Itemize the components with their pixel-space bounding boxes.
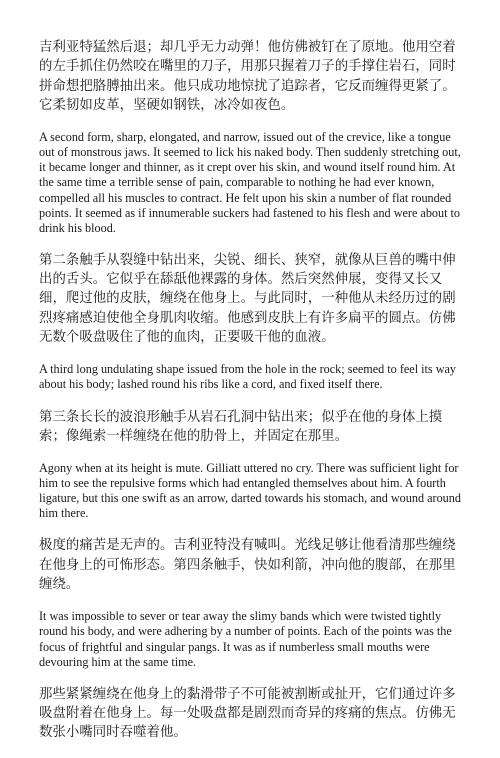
chinese-paragraph-5: 那些紧紧缠绕在他身上的黏滑带子不可能被割断或扯开，它们通过许多吸盘附着在他身上。每一处吸盘都是剧烈而奇异的疼痛的焦点。仿佛无数张小嘴同时吞噬着他。 (39, 686, 456, 741)
english-paragraph-4: It was impossible to sever or tear away the slimy bands which were twisted tightly round his body, and were adhering by a number of points. Each of the points was the focus of frightful and singular pangs. It was as if numberless small mouths were devouring him at the same time. (39, 609, 452, 669)
chinese-paragraph-2: 第二条触手从裂缝中钻出来，尖锐、细长、狭窄，就像从巨兽的嘴中伸出的舌头。它似乎在舔舐他裸露的身体。然后突然伸展，变得又长又细，爬过他的皮肤，缠绕在他身上。与此同时，一种他从未经历过的剧烈疼痛感迫使他全身肌肉收缩。他感到皮肤上有许多扁平的圆点。仿佛无数个吸盘吸住了他的血肉，正要吸干他的血液。 (39, 252, 456, 346)
chinese-paragraph-3: 第三条长长的波浪形触手从岩石孔洞中钻出来；似乎在他的身体上摸索；像绳索一样缠绕在他的肋骨上，并固定在那里。 (39, 409, 443, 444)
english-paragraph-2: A third long undulating shape issued from the hole in the rock; seemed to feel its way about his body; lashed round his ribs like a cord, and fixed itself there. (39, 362, 456, 392)
chinese-paragraph-4: 极度的痛苦是无声的。吉利亚特没有喊叫。光线足够让他看清那些缠绕在他身上的可怖形态。第四条触手，快如利箭，冲向他的腹部，在那里缠绕。 (39, 538, 456, 593)
chinese-paragraph-1: 吉利亚特猛然后退；却几乎无力动弹！他仿佛被钉在了原地。他用空着的左手抓住仍然咬在嘴里的刀子，用那只握着刀子的手撑住岩石，同时拼命想把胳膊抽出来。他只成功地惊扰了追踪者，它反而缠得更紧了。它柔韧如皮革，坚硬如钢铁，冰冷如夜色。 (39, 40, 456, 113)
english-paragraph-1: A second form, sharp, elongated, and narrow, issued out of the crevice, like a tongue out of monstrous jaws. It seemed to lick his naked body. Then suddenly stretching out, it became longer and thinner, as it crept over his skin, and wound itself round him. At the same time a terrible sense of pain, comparable to nothing he had ever known, compelled all his muscles to contract. He felt upon his skin a number of flat rounded points. It seemed as if innumerable suckers had fastened to his flesh and were about to drink his blood. (39, 130, 461, 235)
english-paragraph-3: Agony when at its height is mute. Gilliatt uttered no cry. There was sufficient light for him to see the repulsive forms which had entangled themselves about him. A fourth ligature, but this one swift as an arrow, darted towards his stomach, and wound around him there. (39, 461, 461, 521)
document-page (39, 38, 463, 758)
